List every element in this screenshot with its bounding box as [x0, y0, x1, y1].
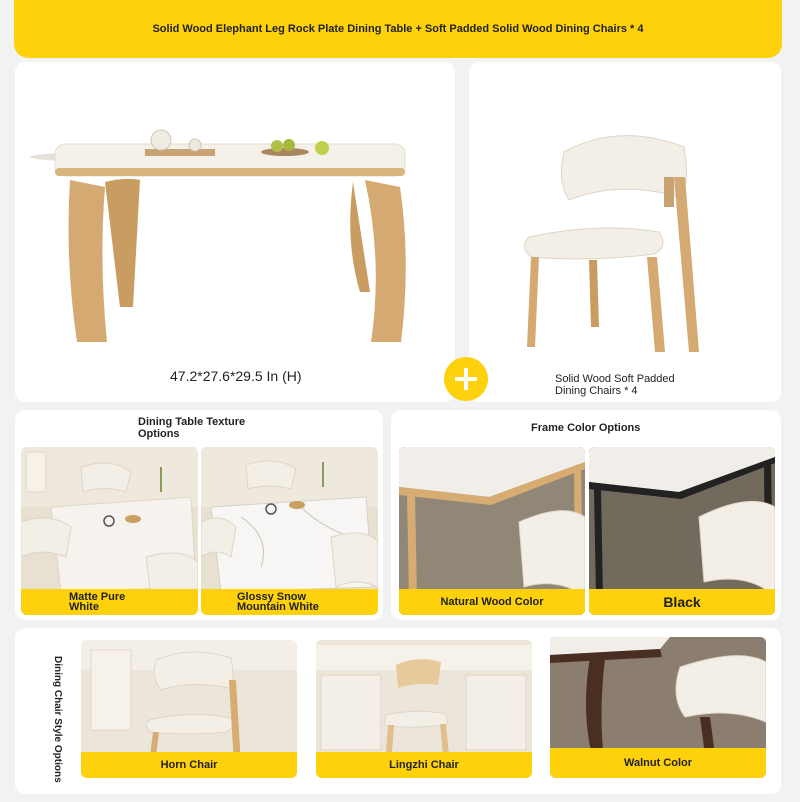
table-product-card[interactable] [15, 62, 455, 402]
table-dimensions: 47.2*27.6*29.5 In (H) [170, 368, 302, 384]
page-title: Solid Wood Elephant Leg Rock Plate Dining Table + Soft Padded Solid Wood Dining Chairs * 4 [152, 23, 644, 35]
chair-caption-line1: Solid Wood Soft Padded [555, 373, 675, 385]
texture-options-title [138, 416, 245, 440]
plus-icon [444, 357, 488, 401]
frame-options-title: Frame Color Options [531, 422, 641, 434]
texture-option-glossy[interactable] [201, 447, 378, 615]
header-banner [14, 0, 782, 58]
natural-wood-color-label: Natural Wood Color [399, 589, 585, 615]
glossy-label-line1: Glossy Snow [237, 591, 307, 603]
frame-option-natural[interactable] [399, 447, 585, 615]
chair-caption [555, 373, 675, 397]
chair-style-title-text: Dining Chair Style Options [52, 656, 63, 783]
lingzhi-chair-label: Lingzhi Chair [316, 752, 532, 778]
walnut-color-label: Walnut Color [550, 748, 766, 778]
dining-chair-image [469, 62, 781, 362]
chair-caption-line2: Dining Chairs * 4 [555, 385, 638, 397]
horn-chair-label: Horn Chair [81, 752, 297, 778]
texture-option-matte[interactable] [21, 447, 198, 615]
chair-product-card[interactable] [469, 62, 781, 402]
matte-pure-white-label [21, 589, 198, 615]
matte-label-line1: Matte Pure [69, 591, 126, 603]
chair-option-horn[interactable] [81, 640, 297, 778]
dining-table-image [15, 62, 455, 362]
texture-title-line1: Dining Table Texture [138, 416, 246, 428]
chair-option-lingzhi[interactable] [316, 640, 532, 778]
frame-option-black[interactable] [589, 447, 775, 615]
chair-option-walnut[interactable] [550, 637, 766, 778]
texture-title-line2: Options [138, 428, 180, 440]
glossy-label-line2: Mountain White [237, 601, 319, 613]
matte-label-line2: White [69, 601, 99, 613]
glossy-snow-mountain-white-label [201, 589, 378, 615]
black-label: Black [589, 589, 775, 615]
